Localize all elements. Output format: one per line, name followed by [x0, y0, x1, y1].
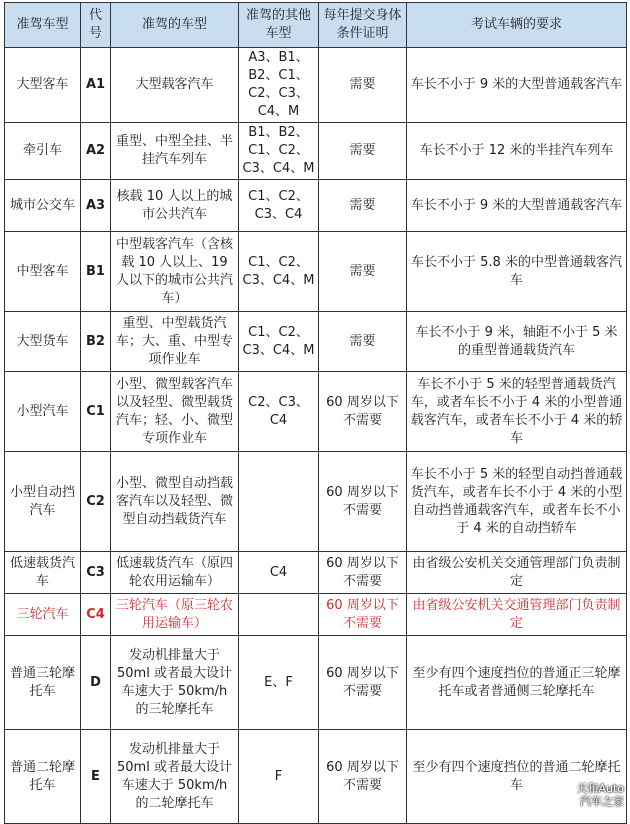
cell-vehicles: 小型、微型载客汽车以及轻型、微型载货汽车；轻、小、微型专项作业车 [111, 372, 239, 452]
cell-vehicles: 三轮汽车（原三轮农用运输车） [111, 594, 239, 636]
cell-type: 普通三轮摩托车 [5, 636, 81, 730]
cell-requirements: 至少有四个速度挡位的普通二轮摩托车 [407, 730, 627, 824]
table-row-highlighted [5, 594, 627, 636]
cell-type: 低速载货汽车 [5, 552, 81, 594]
cell-requirements: 车长不小于 9 米的大型普通载客汽车 [407, 48, 627, 123]
cell-health: 60 周岁以下不需要 [319, 372, 407, 452]
table-row [5, 232, 627, 312]
table-row [5, 48, 627, 123]
table-row [5, 372, 627, 452]
cell-vehicles: 小型、微型自动挡载客汽车以及轻型、微型自动挡载货汽车 [111, 452, 239, 552]
cell-code: A3 [81, 180, 111, 232]
table-row [5, 452, 627, 552]
header-health: 每年提交身体条件证明 [319, 3, 407, 48]
cell-type: 三轮汽车 [5, 594, 81, 636]
cell-others: A3、B1、B2、C1、C2、C3、C4、M [239, 48, 319, 123]
cell-requirements: 至少有四个速度挡位的普通正三轮摩托车或者普通侧三轮摩托车 [407, 636, 627, 730]
cell-others: C2、C3、C4 [239, 372, 319, 452]
cell-requirements: 车长不小于 12 米的半挂汽车列车 [407, 123, 627, 180]
table-row [5, 312, 627, 372]
cell-vehicles: 重型、中型载货汽车；大、重、中型专项作业车 [111, 312, 239, 372]
cell-type: 小型汽车 [5, 372, 81, 452]
cell-requirements: 由省级公安机关交通管理部门负责制定 [407, 552, 627, 594]
cell-type: 城市公交车 [5, 180, 81, 232]
cell-code: C1 [81, 372, 111, 452]
cell-type: 小型自动挡汽车 [5, 452, 81, 552]
cell-code: B2 [81, 312, 111, 372]
cell-code: C2 [81, 452, 111, 552]
cell-code: A1 [81, 48, 111, 123]
cell-requirements: 车长不小于 5 米的轻型普通载货汽车，或者车长不小于 4 米的小型普通载客汽车，或者车长不小于 4 米的轿车 [407, 372, 627, 452]
cell-vehicles: 大型载客汽车 [111, 48, 239, 123]
cell-others [239, 452, 319, 552]
cell-health: 60 周岁以下不需要 [319, 452, 407, 552]
cell-requirements: 车长不小于 9 米，轴距不小于 5 米的重型普通载货汽车 [407, 312, 627, 372]
cell-others: C4 [239, 552, 319, 594]
cell-requirements: 车长不小于 5.8 米的中型普通载客汽车 [407, 232, 627, 312]
cell-health: 需要 [319, 312, 407, 372]
cell-code: E [81, 730, 111, 824]
header-requirements: 考试车辆的要求 [407, 3, 627, 48]
cell-code: B1 [81, 232, 111, 312]
cell-code: C3 [81, 552, 111, 594]
watermark-line2: 汽车之家 [580, 795, 624, 808]
cell-type: 牵引车 [5, 123, 81, 180]
cell-health: 需要 [319, 123, 407, 180]
table-header-row [5, 3, 627, 48]
cell-vehicles: 发动机排量大于 50ml 或者最大设计车速大于 50km/h 的二轮摩托车 [111, 730, 239, 824]
cell-others: C1、C2、C3、C4、M [239, 312, 319, 372]
table-row [5, 180, 627, 232]
cell-type: 中型客车 [5, 232, 81, 312]
header-code: 代号 [81, 3, 111, 48]
table-row [5, 636, 627, 730]
table-row [5, 552, 627, 594]
cell-health: 60 周岁以下不需要 [319, 594, 407, 636]
table-row [5, 123, 627, 180]
cell-code: C4 [81, 594, 111, 636]
cell-others: C1、C2、C3、C4、M [239, 232, 319, 312]
cell-health: 60 周岁以下不需要 [319, 636, 407, 730]
header-type: 准驾车型 [5, 3, 81, 48]
cell-others: E、F [239, 636, 319, 730]
cell-health: 需要 [319, 232, 407, 312]
cell-type: 大型货车 [5, 312, 81, 372]
cell-others: F [239, 730, 319, 824]
cell-requirements: 由省级公安机关交通管理部门负责制定 [407, 594, 627, 636]
cell-code: A2 [81, 123, 111, 180]
cell-vehicles: 重型、中型全挂、半挂汽车列车 [111, 123, 239, 180]
cell-health: 60 周岁以下不需要 [319, 730, 407, 824]
cell-others: C1、C2、C3、C4 [239, 180, 319, 232]
header-vehicles: 准驾的车型 [111, 3, 239, 48]
cell-requirements: 车长不小于 9 米的大型普通载客汽车 [407, 180, 627, 232]
cell-health: 需要 [319, 48, 407, 123]
cell-vehicles: 核载 10 人以上的城市公共汽车 [111, 180, 239, 232]
table-row [5, 730, 627, 824]
watermark-line1: 天和Auto [576, 782, 624, 795]
cell-health: 需要 [319, 180, 407, 232]
cell-vehicles: 发动机排量大于 50ml 或者最大设计车速大于 50km/h 的三轮摩托车 [111, 636, 239, 730]
cell-others: B1、B2、C1、C2、C3、C4、M [239, 123, 319, 180]
cell-type: 大型客车 [5, 48, 81, 123]
header-others: 准驾的其他车型 [239, 3, 319, 48]
driving-license-table [4, 2, 627, 824]
cell-code: D [81, 636, 111, 730]
cell-health: 60 周岁以下不需要 [319, 552, 407, 594]
cell-others [239, 594, 319, 636]
cell-requirements: 车长不小于 5 米的轻型自动挡普通载货汽车，或者车长不小于 4 米的小型自动挡普通载客汽车，或者车长不小于 4 米的自动挡轿车 [407, 452, 627, 552]
watermark [576, 782, 624, 808]
cell-vehicles: 中型载客汽车（含核载 10 人以上、19 人以下的城市公共汽车） [111, 232, 239, 312]
cell-vehicles: 低速载货汽车（原四轮农用运输车） [111, 552, 239, 594]
cell-type: 普通二轮摩托车 [5, 730, 81, 824]
